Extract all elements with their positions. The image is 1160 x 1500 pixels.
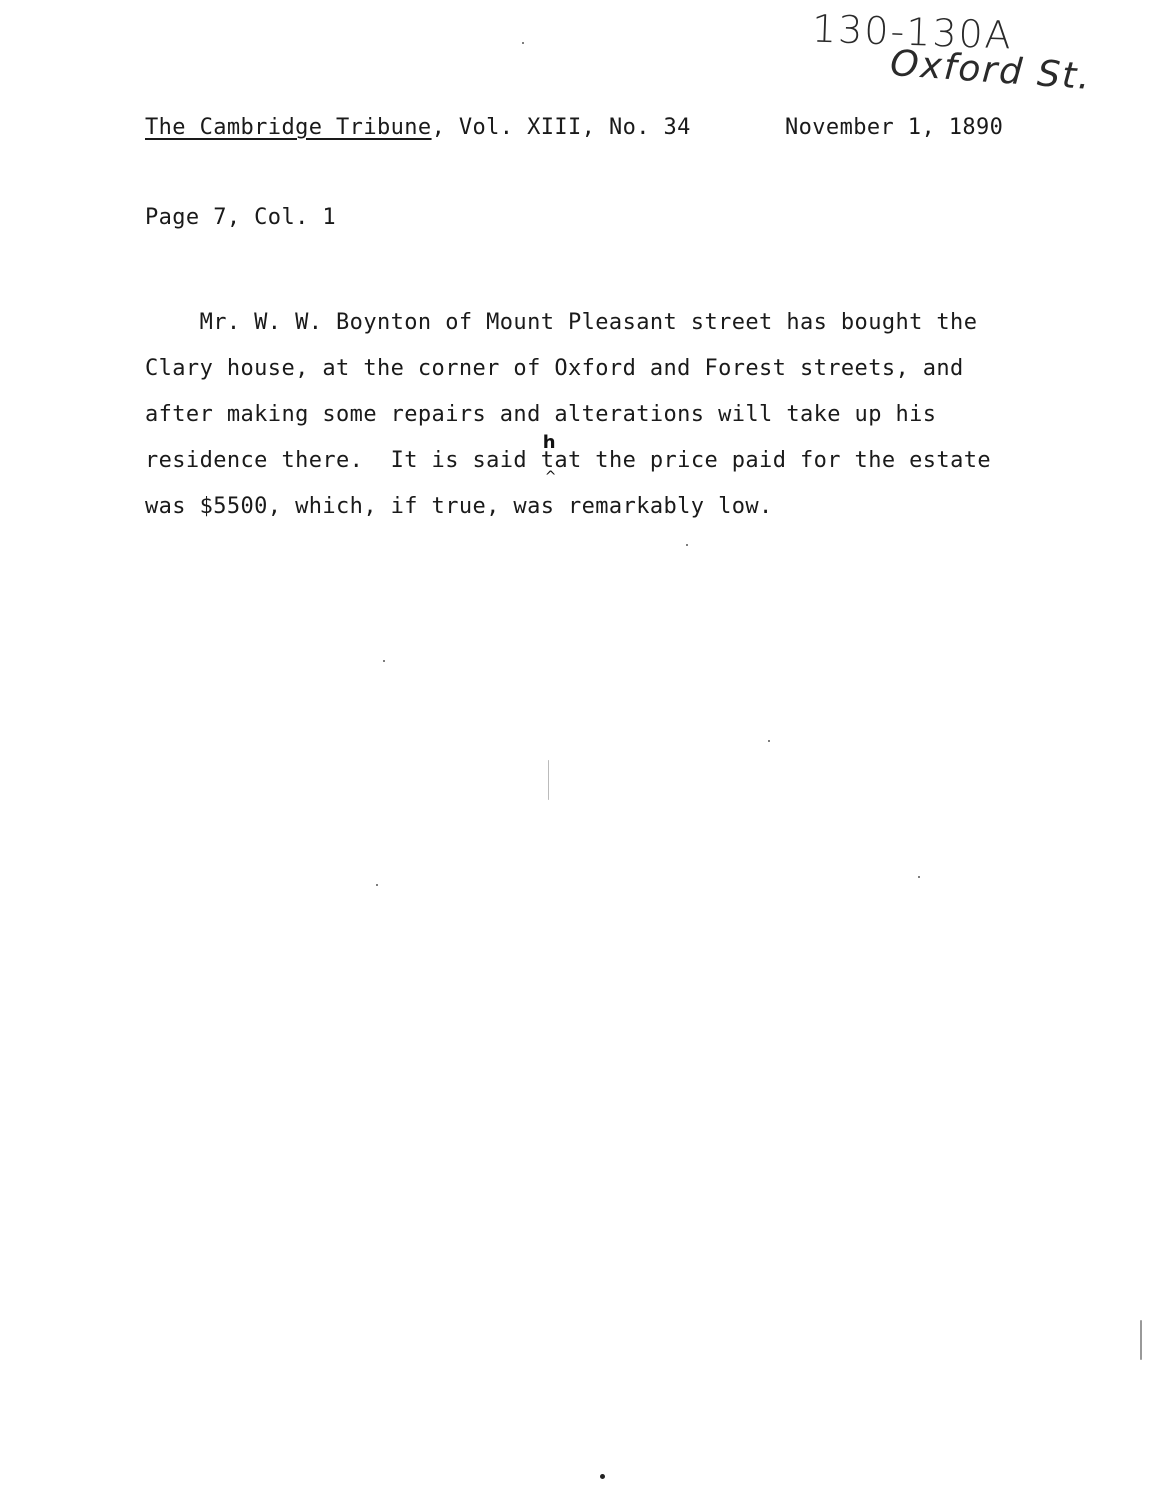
paper-crease <box>548 760 549 800</box>
volume-info: , Vol. XIII, No. 34 <box>431 115 691 140</box>
paper-speck <box>522 42 524 44</box>
corrected-word: tat <box>540 448 582 473</box>
handwritten-street-name: Oxford St. <box>888 43 1094 98</box>
publication-date: November 1, 1890 <box>785 115 1004 140</box>
article-line <box>145 432 992 485</box>
article-body <box>145 300 991 530</box>
paper-speck <box>768 740 770 742</box>
article-text: residence there. It is said <box>145 448 541 473</box>
paper-edge-mark <box>1140 1320 1142 1360</box>
newspaper-title: The Cambridge Tribune <box>145 115 432 140</box>
article-text: the price paid for the estate <box>581 448 992 473</box>
paper-speck <box>686 544 688 546</box>
paper-speck <box>600 1474 605 1479</box>
inserted-letter: h <box>542 432 556 453</box>
insertion-caret-icon: ^ <box>544 469 557 485</box>
citation-header <box>145 115 691 140</box>
page-reference: Page 7, Col. 1 <box>145 205 337 230</box>
article-line: Mr. W. W. Boynton of Mount Pleasant street has bought the <box>145 310 978 335</box>
paper-speck <box>376 884 378 886</box>
article-line: was $5500, which, if true, was remarkably low. <box>145 494 773 519</box>
handwritten-correction <box>540 432 582 485</box>
article-line: Clary house, at the corner of Oxford and Forest streets, and <box>145 356 964 381</box>
paper-speck <box>383 660 385 662</box>
paper-speck <box>918 876 920 878</box>
article-line: after making some repairs and alterations will take up his <box>145 402 937 427</box>
handwritten-address-number: 130-130A <box>811 6 1014 58</box>
